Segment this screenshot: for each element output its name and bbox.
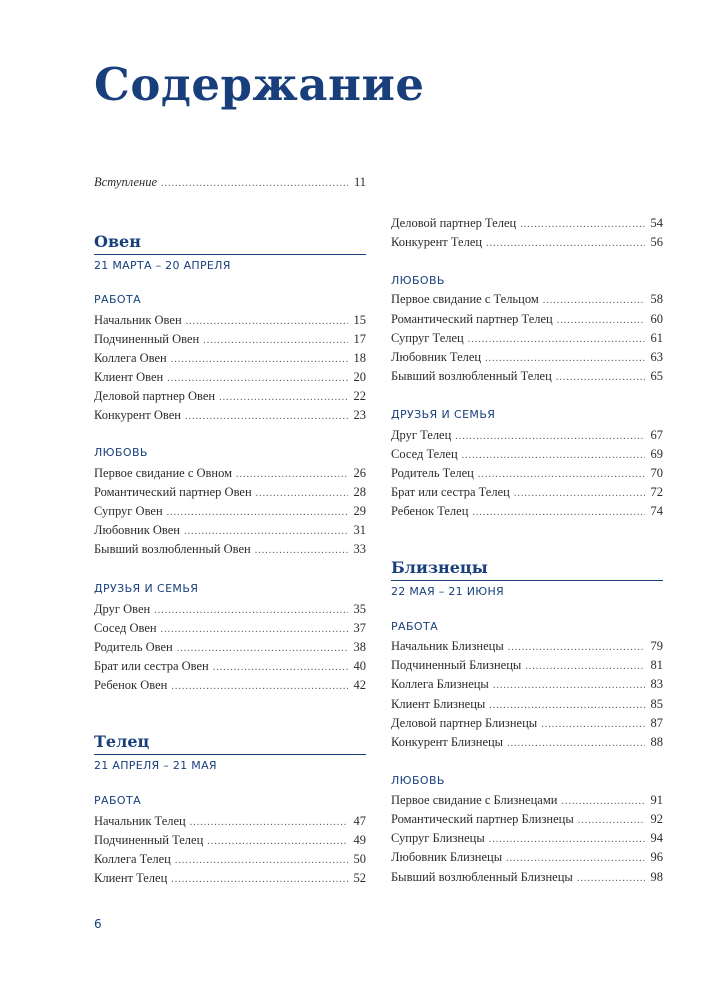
toc-entry[interactable] bbox=[391, 367, 663, 385]
toc-entry-page: 60 bbox=[650, 312, 663, 326]
subsection-heading-work: РАБОТА bbox=[391, 620, 439, 633]
zodiac-heading-oven: Овен bbox=[94, 232, 141, 251]
toc-entry-page: 65 bbox=[650, 369, 663, 383]
toc-entry-label: Любовник Телец bbox=[391, 350, 482, 364]
toc-entry-label: Первое свидание с Тельцом bbox=[391, 292, 539, 306]
toc-entry-page: 50 bbox=[353, 852, 366, 866]
toc-entry[interactable] bbox=[94, 330, 366, 348]
toc-entry-label: Супруг Телец bbox=[391, 331, 464, 345]
dot-leader bbox=[472, 504, 644, 522]
toc-entry-page: 49 bbox=[353, 833, 366, 847]
toc-entry-page: 98 bbox=[650, 870, 663, 884]
toc-entry[interactable] bbox=[94, 387, 366, 405]
toc-entry-page: 91 bbox=[650, 793, 663, 807]
toc-entry[interactable] bbox=[391, 348, 663, 366]
toc-entry-page: 26 bbox=[353, 466, 366, 480]
toc-entry-page: 17 bbox=[353, 332, 366, 346]
toc-entry-label: Сосед Телец bbox=[391, 447, 458, 461]
toc-entry-label: Первое свидание с Овном bbox=[94, 466, 233, 480]
toc-entry-page: 72 bbox=[650, 485, 663, 499]
dot-leader bbox=[236, 466, 347, 484]
toc-entry-label: Первое свидание с Близнецами bbox=[391, 793, 558, 807]
toc-entry-page: 87 bbox=[650, 716, 663, 730]
dot-leader bbox=[455, 428, 644, 446]
toc-entry[interactable] bbox=[391, 445, 663, 463]
toc-entry[interactable] bbox=[391, 695, 663, 713]
dot-leader bbox=[507, 735, 644, 753]
section-divider bbox=[94, 254, 366, 255]
zodiac-dates-oven: 21 МАРТА – 20 АПРЕЛЯ bbox=[94, 259, 231, 272]
dot-leader bbox=[219, 389, 347, 407]
toc-entry[interactable] bbox=[391, 329, 663, 347]
zodiac-dates-bliznecy: 22 МАЯ – 21 ИЮНЯ bbox=[391, 585, 504, 598]
dot-leader bbox=[508, 639, 645, 657]
dot-leader bbox=[468, 331, 645, 349]
toc-entry-label: Подчиненный Овен bbox=[94, 332, 200, 346]
dot-leader bbox=[171, 351, 348, 369]
toc-entry-label: Клиент Овен bbox=[94, 370, 164, 384]
toc-entry-page: 67 bbox=[650, 428, 663, 442]
toc-entry[interactable] bbox=[391, 464, 663, 482]
dot-leader bbox=[486, 235, 644, 253]
toc-entry[interactable] bbox=[391, 502, 663, 520]
page-number: 6 bbox=[94, 917, 102, 931]
toc-entry[interactable] bbox=[94, 368, 366, 386]
toc-entry-page: 61 bbox=[650, 331, 663, 345]
toc-entry-label: Бывший возлюбленный Телец bbox=[391, 369, 552, 383]
dot-leader bbox=[462, 447, 645, 465]
dot-leader bbox=[525, 658, 644, 676]
toc-entry-label: Родитель Телец bbox=[391, 466, 474, 480]
dot-leader bbox=[541, 716, 644, 734]
dot-leader bbox=[190, 814, 348, 832]
subsection-heading-love: ЛЮБОВЬ bbox=[94, 446, 148, 459]
page-title: Содержание bbox=[94, 58, 425, 111]
toc-entry-label: Конкурент Телец bbox=[391, 235, 483, 249]
toc-entry-label: Родитель Овен bbox=[94, 640, 173, 654]
toc-entry-label: Конкурент Овен bbox=[94, 408, 181, 422]
subsection-heading-love: ЛЮБОВЬ bbox=[391, 774, 445, 787]
dot-leader bbox=[557, 312, 645, 330]
toc-entry-label: Любовник Близнецы bbox=[391, 850, 503, 864]
dot-leader bbox=[520, 216, 644, 234]
subsection-heading-work: РАБОТА bbox=[94, 794, 142, 807]
toc-entry[interactable] bbox=[391, 868, 663, 886]
dot-leader bbox=[489, 697, 644, 715]
toc-entry-label: Ребенок Телец bbox=[391, 504, 469, 518]
toc-entry-label: Брат или сестра Телец bbox=[391, 485, 510, 499]
subsection-heading-family: ДРУЗЬЯ И СЕМЬЯ bbox=[94, 582, 199, 595]
toc-entry-label: Клиент Телец bbox=[94, 871, 168, 885]
toc-entry-label: Подчиненный Близнецы bbox=[391, 658, 522, 672]
section-divider bbox=[94, 754, 366, 755]
dot-leader bbox=[186, 313, 348, 331]
zodiac-dates-telec: 21 АПРЕЛЯ – 21 МАЯ bbox=[94, 759, 217, 772]
toc-entry[interactable] bbox=[94, 619, 366, 637]
toc-entry-page: 58 bbox=[650, 292, 663, 306]
toc-entry-label: Коллега Телец bbox=[94, 852, 171, 866]
toc-entry[interactable] bbox=[391, 791, 663, 809]
toc-entry-label: Романтический партнер Телец bbox=[391, 312, 553, 326]
toc-entry-page: 23 bbox=[353, 408, 366, 422]
dot-leader bbox=[167, 370, 347, 388]
dot-leader bbox=[478, 466, 645, 484]
toc-entry-label: Друг Телец bbox=[391, 428, 452, 442]
toc-entry-page: 56 bbox=[650, 235, 663, 249]
toc-entry-label: Сосед Овен bbox=[94, 621, 157, 635]
toc-entry-label: Бывший возлюбленный Близнецы bbox=[391, 870, 573, 884]
dot-leader bbox=[175, 852, 348, 870]
dot-leader bbox=[506, 850, 644, 868]
dot-leader bbox=[485, 350, 644, 368]
dot-leader bbox=[556, 369, 645, 387]
toc-entry-label: Брат или сестра Овен bbox=[94, 659, 209, 673]
toc-entry-label: Супруг Овен bbox=[94, 504, 163, 518]
dot-leader bbox=[213, 659, 348, 677]
zodiac-heading-telec: Телец bbox=[94, 732, 150, 751]
toc-entry[interactable] bbox=[94, 502, 366, 520]
toc-entry-label: Бывший возлюбленный Овен bbox=[94, 542, 251, 556]
dot-leader bbox=[161, 175, 348, 193]
toc-entry[interactable] bbox=[94, 657, 366, 675]
toc-entry-page: 70 bbox=[650, 466, 663, 480]
toc-entry[interactable] bbox=[391, 310, 663, 328]
toc-entry-label: Романтический партнер Овен bbox=[94, 485, 252, 499]
toc-entry-page: 96 bbox=[650, 850, 663, 864]
toc-entry-page: 38 bbox=[353, 640, 366, 654]
toc-entry-page: 94 bbox=[650, 831, 663, 845]
toc-entry[interactable] bbox=[391, 233, 663, 251]
toc-entry-page: 22 bbox=[353, 389, 366, 403]
toc-entry-label: Коллега Овен bbox=[94, 351, 167, 365]
section-divider bbox=[391, 580, 663, 581]
dot-leader bbox=[256, 485, 348, 503]
toc-entry-page: 81 bbox=[650, 658, 663, 672]
toc-entry[interactable] bbox=[94, 349, 366, 367]
toc-entry-page: 54 bbox=[650, 216, 663, 230]
toc-entry-page: 88 bbox=[650, 735, 663, 749]
dot-leader bbox=[514, 485, 645, 503]
dot-leader bbox=[185, 408, 348, 426]
toc-entry[interactable] bbox=[94, 850, 366, 868]
toc-entry-page: 69 bbox=[650, 447, 663, 461]
toc-entry-label: Супруг Близнецы bbox=[391, 831, 485, 845]
toc-entry-label: Деловой партнер Овен bbox=[94, 389, 216, 403]
zodiac-heading-bliznecy: Близнецы bbox=[391, 558, 488, 577]
toc-entry[interactable] bbox=[391, 656, 663, 674]
dot-leader bbox=[577, 870, 645, 888]
dot-leader bbox=[184, 523, 348, 541]
subsection-heading-family: ДРУЗЬЯ И СЕМЬЯ bbox=[391, 408, 496, 421]
toc-entry-label: Любовник Овен bbox=[94, 523, 180, 537]
toc-entry[interactable] bbox=[391, 829, 663, 847]
toc-entry[interactable] bbox=[94, 483, 366, 501]
toc-entry-page: 47 bbox=[353, 814, 366, 828]
dot-leader bbox=[489, 831, 645, 849]
dot-leader bbox=[171, 678, 347, 696]
toc-entry-page: 33 bbox=[353, 542, 366, 556]
toc-entry-label: Начальник Овен bbox=[94, 313, 182, 327]
toc-entry-page: 92 bbox=[650, 812, 663, 826]
toc-entry-label: Подчиненный Телец bbox=[94, 833, 204, 847]
toc-entry[interactable] bbox=[391, 733, 663, 751]
toc-entry-page: 15 bbox=[353, 313, 366, 327]
toc-entry[interactable] bbox=[391, 714, 663, 732]
toc-entry-page: 79 bbox=[650, 639, 663, 653]
dot-leader bbox=[543, 292, 645, 310]
toc-entry-page: 29 bbox=[353, 504, 366, 518]
toc-entry-label: Начальник Телец bbox=[94, 814, 186, 828]
toc-entry-label: Деловой партнер Близнецы bbox=[391, 716, 538, 730]
dot-leader bbox=[255, 542, 348, 560]
toc-entry-page: 74 bbox=[650, 504, 663, 518]
toc-entry[interactable] bbox=[94, 638, 366, 656]
toc-entry[interactable] bbox=[94, 311, 366, 329]
toc-entry-page: 37 bbox=[353, 621, 366, 635]
toc-entry-label: Клиент Близнецы bbox=[391, 697, 486, 711]
dot-leader bbox=[493, 677, 645, 695]
toc-entry-page: 31 bbox=[353, 523, 366, 537]
toc-entry[interactable] bbox=[94, 540, 366, 558]
toc-entry[interactable] bbox=[94, 831, 366, 849]
dot-leader bbox=[167, 504, 348, 522]
dot-leader bbox=[171, 871, 347, 889]
toc-entry-page: 40 bbox=[353, 659, 366, 673]
toc-entry[interactable] bbox=[391, 637, 663, 655]
toc-entry-label: Деловой партнер Телец bbox=[391, 216, 517, 230]
subsection-heading-work: РАБОТА bbox=[94, 293, 142, 306]
toc-entry-page: 52 bbox=[353, 871, 366, 885]
toc-entry-page: 63 bbox=[650, 350, 663, 364]
subsection-heading-love: ЛЮБОВЬ bbox=[391, 274, 445, 287]
toc-entry-label: Коллега Близнецы bbox=[391, 677, 489, 691]
toc-entry[interactable] bbox=[391, 810, 663, 828]
toc-entry-label: Конкурент Близнецы bbox=[391, 735, 504, 749]
toc-entry-page: 35 bbox=[353, 602, 366, 616]
toc-entry-page: 42 bbox=[353, 678, 366, 692]
toc-entry[interactable] bbox=[391, 290, 663, 308]
toc-entry[interactable] bbox=[391, 483, 663, 501]
toc-entry-page: 18 bbox=[353, 351, 366, 365]
toc-entry-label: Друг Овен bbox=[94, 602, 151, 616]
dot-leader bbox=[154, 602, 347, 620]
dot-leader bbox=[177, 640, 348, 658]
toc-entry[interactable] bbox=[391, 426, 663, 444]
toc-entry[interactable] bbox=[94, 521, 366, 539]
toc-entry-label: Начальник Близнецы bbox=[391, 639, 504, 653]
toc-entry-page: 11 bbox=[353, 175, 366, 189]
dot-leader bbox=[203, 332, 347, 350]
toc-entry[interactable] bbox=[391, 214, 663, 232]
dot-leader bbox=[161, 621, 348, 639]
toc-entry-label: Ребенок Овен bbox=[94, 678, 168, 692]
toc-entry[interactable] bbox=[94, 869, 366, 887]
toc-entry[interactable] bbox=[391, 675, 663, 693]
dot-leader bbox=[578, 812, 645, 830]
toc-entry[interactable] bbox=[391, 848, 663, 866]
toc-entry-page: 85 bbox=[650, 697, 663, 711]
toc-entry[interactable] bbox=[94, 406, 366, 424]
toc-entry-label: Романтический партнер Близнецы bbox=[391, 812, 574, 826]
toc-entry-intro[interactable] bbox=[94, 173, 366, 191]
toc-entry-page: 83 bbox=[650, 677, 663, 691]
dot-leader bbox=[207, 833, 347, 851]
dot-leader bbox=[561, 793, 644, 811]
toc-entry[interactable] bbox=[94, 676, 366, 694]
toc-entry[interactable] bbox=[94, 812, 366, 830]
toc-entry-label: Вступление bbox=[94, 175, 158, 189]
toc-entry-page: 28 bbox=[353, 485, 366, 499]
toc-entry[interactable] bbox=[94, 600, 366, 618]
toc-entry[interactable] bbox=[94, 464, 366, 482]
toc-entry-page: 20 bbox=[353, 370, 366, 384]
